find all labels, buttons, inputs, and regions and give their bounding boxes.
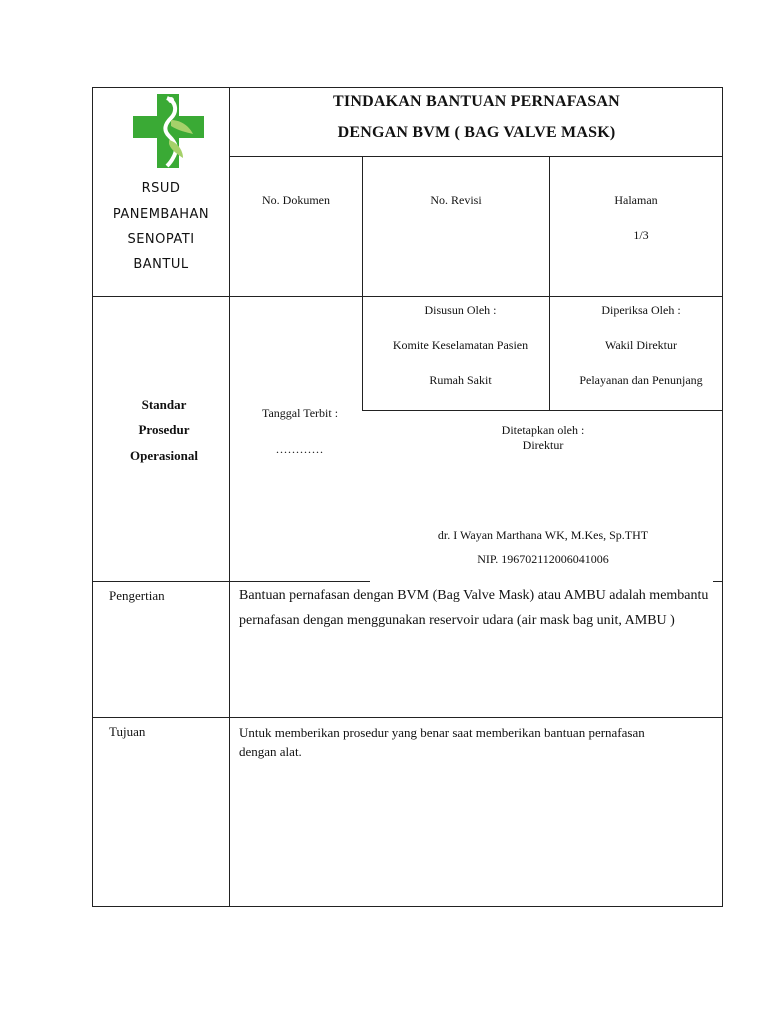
sop-label-line2: Prosedur	[138, 422, 190, 437]
pengertian-text: Bantuan pernafasan dengan BVM (Bag Valve Mask) atau AMBU adalah membantu pernafasan dengan menggunakan reservoir udara (air mask bag unit, AMBU )	[239, 588, 709, 628]
approval-divider	[362, 410, 723, 411]
tujuan-text: Untuk memberikan prosedur yang benar saat memberikan bantuan pernafasan dengan alat.	[239, 725, 645, 759]
no-revisi-label: No. Revisi	[430, 193, 482, 207]
diperiksa-oleh-line1: Wakil Direktur	[604, 338, 677, 352]
director-nip: NIP. 196702112006041006	[477, 552, 609, 566]
ditetapkan-oleh-label: Ditetapkan oleh :	[501, 423, 585, 437]
title-divider	[230, 156, 723, 157]
sop-label-line3: Operasional	[130, 448, 198, 463]
diperiksa-oleh-line2: Pelayanan dan Penunjang	[579, 373, 703, 387]
sop-label-line1: Standar	[141, 397, 187, 412]
no-dokumen-label: No. Dokumen	[262, 193, 330, 207]
sop-bottom-divider-left	[92, 581, 370, 582]
hospital-name-line4: BANTUL	[133, 257, 189, 272]
border-bottom	[92, 906, 723, 907]
pengertian-bottom-divider	[92, 717, 723, 718]
ditetapkan-role: Direktur	[522, 438, 564, 452]
disusun-oleh-label: Disusun Oleh :	[424, 303, 497, 317]
disusun-oleh-line2: Rumah Sakit	[429, 373, 492, 387]
document-title-line1: TINDAKAN BANTUAN PERNAFASAN	[333, 93, 620, 110]
border-top	[92, 87, 723, 88]
hospital-name-line3: SENOPATI	[127, 232, 195, 247]
tujuan-label: Tujuan	[109, 724, 146, 739]
halaman-label: Halaman	[614, 193, 658, 207]
header-bottom-divider	[92, 296, 723, 297]
hospital-name-line2: PANEMBAHAN	[112, 207, 210, 222]
tanggal-terbit-label: Tanggal Terbit :	[261, 406, 339, 420]
tanggal-terbit-value: ............	[276, 442, 324, 456]
border-right	[722, 87, 723, 907]
hospital-cross-logo-icon	[133, 92, 205, 170]
left-column-divider	[229, 87, 230, 907]
pengertian-label: Pengertian	[109, 588, 165, 603]
document-title-line2: DENGAN BVM ( BAG VALVE MASK)	[337, 124, 616, 141]
diperiksa-oleh-label: Diperiksa Oleh :	[601, 303, 681, 317]
hospital-name-line1: RSUD	[141, 181, 181, 196]
director-name: dr. I Wayan Marthana WK, M.Kes, Sp.THT	[437, 528, 649, 542]
halaman-value: 1/3	[633, 228, 649, 242]
disusun-oleh-line1: Komite Keselamatan Pasien	[392, 338, 529, 352]
